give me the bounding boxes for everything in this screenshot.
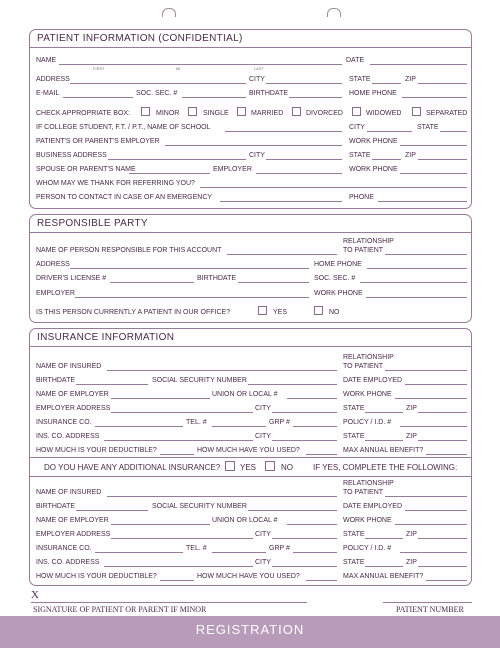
used-label: HOW MUCH HAVE YOU USED? <box>197 447 300 454</box>
business-address-row <box>0 151 500 163</box>
patient-email-row <box>0 89 500 101</box>
home-phone-label: HOME PHONE <box>349 90 397 97</box>
college-label: IF COLLEGE STUDENT, F.T. / P.T., NAME OF SCHOOL <box>36 124 211 131</box>
insurance-address-field[interactable] <box>104 440 253 441</box>
insured-work-phone-label: WORK PHONE <box>343 391 392 398</box>
secondary-employer-zip-label: ZIP <box>406 531 417 538</box>
employer-address-label: EMPLOYER ADDRESS <box>36 405 111 412</box>
insured-name-field[interactable] <box>107 370 337 371</box>
secondary-employer-zip-field[interactable] <box>418 538 467 539</box>
emergency-phone-label: PHONE <box>349 194 374 201</box>
business-zip-label: ZIP <box>405 152 416 159</box>
emergency-phone-field[interactable] <box>378 201 467 202</box>
college-city-field[interactable] <box>367 131 412 132</box>
additional-insurance-label: DO YOU HAVE ANY ADDITIONAL INSURANCE? <box>44 463 221 472</box>
state-label: STATE <box>349 76 371 83</box>
patient-address-row <box>0 75 500 87</box>
secondary-used-label: HOW MUCH HAVE YOU USED? <box>197 573 300 580</box>
email-field[interactable] <box>63 97 133 98</box>
secondary-insurance-address-field[interactable] <box>104 566 253 567</box>
insurance-city-field[interactable] <box>272 440 337 441</box>
responsible-employer-field[interactable] <box>75 297 309 298</box>
patient-name-row <box>0 56 500 71</box>
secondary-max-benefit-field[interactable] <box>426 580 467 581</box>
responsible-ssn-label: SOC. SEC. # <box>314 275 356 282</box>
insured-employer-row <box>0 390 500 402</box>
secondary-insured-name-row <box>0 480 500 500</box>
license-field[interactable] <box>110 282 194 283</box>
business-zip-field[interactable] <box>418 159 467 160</box>
employer-row <box>0 137 500 149</box>
employer-city-label: CITY <box>255 405 271 412</box>
emergency-contact-field[interactable] <box>220 201 342 202</box>
responsible-address-label: ADDRESS <box>36 261 70 268</box>
secondary-employer-city-field[interactable] <box>272 538 337 539</box>
spouse-employer-label: EMPLOYER <box>213 166 252 173</box>
signature-label: SIGNATURE OF PATIENT OR PARENT IF MINOR <box>33 605 207 614</box>
insured-name-row <box>0 354 500 374</box>
patient-number-field[interactable] <box>383 602 472 603</box>
secondary-insurance-address-label: INS. CO. ADDRESS <box>36 559 100 566</box>
additional-yes-checkbox[interactable] <box>225 461 235 471</box>
date-label: DATE <box>346 57 365 64</box>
minor-checkbox[interactable] <box>141 107 150 116</box>
business-address-label: BUSINESS ADDRESS <box>36 152 107 159</box>
secondary-grp-field[interactable] <box>293 552 337 553</box>
secondary-insurance-state-label: STATE <box>343 559 365 566</box>
address-label: ADDRESS <box>36 76 70 83</box>
to-patient-label: TO PATIENT <box>343 247 384 254</box>
secondary-birthdate-field[interactable] <box>76 510 148 511</box>
insurance-zip-label: ZIP <box>406 433 417 440</box>
referral-row <box>0 179 500 191</box>
business-city-field[interactable] <box>266 159 342 160</box>
secondary-insurance-tel-field[interactable] <box>212 552 266 553</box>
emergency-label: PERSON TO CONTACT IN CASE OF AN EMERGENCY <box>36 194 213 201</box>
secondary-relationship-label: RELATIONSHIP <box>343 480 394 487</box>
email-label: E-MAIL <box>36 90 60 97</box>
business-city-label: CITY <box>249 152 265 159</box>
employer-state-label: STATE <box>343 405 365 412</box>
secondary-grp-label: GRP # <box>269 545 290 552</box>
additional-no-label: NO <box>281 463 293 472</box>
current-patient-yes-checkbox[interactable] <box>258 306 267 315</box>
responsible-home-phone-label: HOME PHONE <box>314 261 362 268</box>
insured-ssn-field[interactable] <box>248 384 337 385</box>
marital-status-row <box>0 109 500 121</box>
secondary-insurance-company-row <box>0 544 500 556</box>
insurance-section-title: INSURANCE INFORMATION <box>37 332 175 343</box>
no-label: NO <box>329 309 340 316</box>
relationship-label: RELATIONSHIP <box>343 238 394 245</box>
married-label: MARRIED <box>251 110 284 117</box>
secondary-insurance-city-label: CITY <box>255 559 271 566</box>
section-divider <box>30 232 471 233</box>
patient-number-label: PATIENT NUMBER <box>396 605 464 614</box>
address-field[interactable] <box>70 83 246 84</box>
employer-zip-label: ZIP <box>406 405 417 412</box>
responsible-license-row <box>0 274 500 286</box>
name-label: NAME <box>36 57 57 64</box>
additional-insurance-bottom-divider <box>29 476 472 477</box>
divorced-checkbox[interactable] <box>292 107 301 116</box>
responsible-employer-label: EMPLOYER <box>36 290 75 297</box>
referral-label: WHOM MAY WE THANK FOR REFERRING YOU? <box>36 180 195 187</box>
secondary-insurance-state-field[interactable] <box>365 566 403 567</box>
binder-hole-right <box>327 8 341 17</box>
work-phone-field[interactable] <box>400 145 467 146</box>
secondary-employer-city-label: CITY <box>255 531 271 538</box>
secondary-ssn-label: SOCIAL SECURITY NUMBER <box>152 503 247 510</box>
policy-label: POLICY / I.D. # <box>343 419 392 426</box>
additional-insurance-row <box>0 463 500 475</box>
secondary-insurance-tel-label: TEL. # <box>186 545 207 552</box>
max-benefit-label: MAX ANNUAL BENEFIT? <box>343 447 424 454</box>
insured-ssn-label: SOCIAL SECURITY NUMBER <box>152 377 247 384</box>
insurance-zip-field[interactable] <box>418 440 467 441</box>
responsible-address-field[interactable] <box>70 268 309 269</box>
date-employed-label: DATE EMPLOYED <box>343 377 402 384</box>
secondary-employer-row <box>0 516 500 528</box>
to-patient-label: TO PATIENT <box>343 363 384 370</box>
spouse-row <box>0 165 500 177</box>
widowed-label: WIDOWED <box>366 110 402 117</box>
city-label: CITY <box>249 76 265 83</box>
employer-city-field[interactable] <box>272 412 337 413</box>
union-field[interactable] <box>287 398 337 399</box>
insurance-state-field[interactable] <box>365 440 403 441</box>
divorced-label: DIVORCED <box>306 110 343 117</box>
used-field[interactable] <box>306 454 337 455</box>
widowed-checkbox[interactable] <box>352 107 361 116</box>
single-label: SINGLE <box>203 110 229 117</box>
secondary-birthdate-row <box>0 502 500 514</box>
zip-label: ZIP <box>405 76 416 83</box>
section-divider <box>30 47 471 48</box>
secondary-employer-state-label: STATE <box>343 531 365 538</box>
secondary-deductible-field[interactable] <box>160 580 194 581</box>
secondary-employer-address-label: EMPLOYER ADDRESS <box>36 531 111 538</box>
middle-initial-hint: MI <box>176 67 181 71</box>
patient-name-field[interactable] <box>59 64 342 65</box>
employer-address-row <box>0 404 500 416</box>
grp-field[interactable] <box>293 426 337 427</box>
deductible-field[interactable] <box>160 454 194 455</box>
registration-title: REGISTRATION <box>195 622 305 637</box>
secondary-employer-state-field[interactable] <box>365 538 403 539</box>
secondary-work-phone-field[interactable] <box>395 524 467 525</box>
minor-label: MINOR <box>156 110 180 117</box>
insurance-address-label: INS. CO. ADDRESS <box>36 433 100 440</box>
school-field[interactable] <box>225 131 342 132</box>
secondary-union-label: UNION OR LOCAL # <box>212 517 278 524</box>
deductible-label: HOW MUCH IS YOUR DEDUCTIBLE? <box>36 447 157 454</box>
current-patient-no-checkbox[interactable] <box>314 306 323 315</box>
spouse-label: SPOUSE OR PARENT'S NAME <box>36 166 136 173</box>
employer-label: PATIENT'S OR PARENT'S EMPLOYER <box>36 138 160 145</box>
secondary-employer-address-field[interactable] <box>111 538 253 539</box>
insurance-company-label: INSURANCE CO. <box>36 419 92 426</box>
secondary-insurance-company-label: INSURANCE CO. <box>36 545 92 552</box>
spouse-work-phone-label: WORK PHONE <box>349 166 398 173</box>
zip-field[interactable] <box>418 83 467 84</box>
policy-field[interactable] <box>400 426 467 427</box>
insured-relationship-field[interactable] <box>385 370 467 371</box>
secondary-employer-address-row <box>0 530 500 542</box>
additional-insurance-top-divider <box>29 457 472 458</box>
state-field[interactable] <box>372 83 401 84</box>
check-box-label: CHECK APPROPRIATE BOX: <box>36 110 131 117</box>
secondary-work-phone-label: WORK PHONE <box>343 517 392 524</box>
insurance-address-row <box>0 432 500 444</box>
secondary-employer-name-field[interactable] <box>111 524 210 525</box>
secondary-relationship-field[interactable] <box>385 496 467 497</box>
responsible-birthdate-field[interactable] <box>238 282 309 283</box>
insurance-state-label: STATE <box>343 433 365 440</box>
employer-state-field[interactable] <box>365 412 403 413</box>
secondary-policy-label: POLICY / I.D. # <box>343 545 392 552</box>
secondary-insurance-city-field[interactable] <box>272 566 337 567</box>
insurance-tel-field[interactable] <box>212 426 266 427</box>
relationship-label: RELATIONSHIP <box>343 354 394 361</box>
secondary-insured-name-field[interactable] <box>107 496 337 497</box>
college-city-label: CITY <box>349 124 365 131</box>
secondary-union-field[interactable] <box>287 524 337 525</box>
responsible-address-row <box>0 260 500 272</box>
business-address-field[interactable] <box>108 159 246 160</box>
employer-address-field[interactable] <box>111 412 253 413</box>
ssn-label: SOC. SEC. # <box>136 90 178 97</box>
secondary-insured-name-label: NAME OF INSURED <box>36 489 102 496</box>
employer-name-label: NAME OF EMPLOYER <box>36 391 109 398</box>
secondary-insurance-zip-label: ZIP <box>406 559 417 566</box>
secondary-used-field[interactable] <box>306 580 337 581</box>
insurance-company-field[interactable] <box>95 426 183 427</box>
secondary-insurance-company-field[interactable] <box>95 552 183 553</box>
insured-birthdate-row <box>0 376 500 388</box>
additional-yes-label: YES <box>240 463 257 472</box>
city-field[interactable] <box>266 83 342 84</box>
separated-checkbox[interactable] <box>412 107 421 116</box>
first-name-hint: FIRST <box>93 67 105 71</box>
insured-name-label: NAME OF INSURED <box>36 363 102 370</box>
responsible-name-field[interactable] <box>227 254 337 255</box>
birthdate-label: BIRTHDATE <box>249 90 289 97</box>
emergency-row <box>0 193 500 205</box>
responsible-employer-row <box>0 289 500 301</box>
responsible-work-phone-label: WORK PHONE <box>314 290 363 297</box>
employer-field[interactable] <box>165 145 342 146</box>
separated-label: SEPARATED <box>426 110 468 117</box>
responsible-home-phone-field[interactable] <box>367 268 467 269</box>
secondary-birthdate-label: BIRTHDATE <box>36 503 76 510</box>
business-state-field[interactable] <box>372 159 401 160</box>
employer-zip-field[interactable] <box>418 412 467 413</box>
home-phone-field[interactable] <box>402 97 467 98</box>
ssn-field[interactable] <box>182 97 246 98</box>
secondary-date-employed-field[interactable] <box>405 510 467 511</box>
spouse-work-phone-field[interactable] <box>400 173 467 174</box>
secondary-deductible-row <box>0 572 500 584</box>
date-employed-field[interactable] <box>405 384 467 385</box>
secondary-insurance-address-row <box>0 558 500 570</box>
work-phone-label: WORK PHONE <box>349 138 398 145</box>
responsible-name-row <box>0 238 500 258</box>
secondary-date-employed-label: DATE EMPLOYED <box>343 503 402 510</box>
license-label: DRIVER'S LICENSE # <box>36 275 107 282</box>
max-benefit-field[interactable] <box>426 454 467 455</box>
current-patient-row <box>0 308 500 320</box>
insurance-company-row <box>0 418 500 430</box>
responsible-ssn-field[interactable] <box>360 282 467 283</box>
date-field[interactable] <box>370 64 467 65</box>
section-divider <box>30 346 471 347</box>
yes-label: YES <box>273 309 288 316</box>
birthdate-field[interactable] <box>289 97 342 98</box>
responsible-name-label: NAME OF PERSON RESPONSIBLE FOR THIS ACCOUNT <box>36 247 222 254</box>
signature-x-mark: X <box>31 589 39 601</box>
college-row <box>0 123 500 135</box>
secondary-deductible-label: HOW MUCH IS YOUR DEDUCTIBLE? <box>36 573 157 580</box>
binder-hole-left <box>162 8 176 17</box>
patient-section-title: PATIENT INFORMATION (CONFIDENTIAL) <box>37 33 243 44</box>
secondary-employer-name-label: NAME OF EMPLOYER <box>36 517 109 524</box>
secondary-policy-field[interactable] <box>400 552 467 553</box>
secondary-max-benefit-label: MAX ANNUAL BENEFIT? <box>343 573 424 580</box>
grp-label: GRP # <box>269 419 290 426</box>
insured-birthdate-label: BIRTHDATE <box>36 377 76 384</box>
spouse-name-field[interactable] <box>129 173 210 174</box>
if-yes-label: IF YES, COMPLETE THE FOLLOWING: <box>313 463 458 472</box>
insurance-city-label: CITY <box>255 433 271 440</box>
insured-birthdate-field[interactable] <box>76 384 148 385</box>
current-patient-label: IS THIS PERSON CURRENTLY A PATIENT IN OUR OFFICE? <box>36 309 231 316</box>
secondary-insurance-zip-field[interactable] <box>418 566 467 567</box>
secondary-to-patient-label: TO PATIENT <box>343 489 384 496</box>
responsible-birthdate-label: BIRTHDATE <box>197 275 237 282</box>
responsible-section-title: RESPONSIBLE PARTY <box>37 218 148 229</box>
spouse-employer-field[interactable] <box>256 173 342 174</box>
employer-name-field[interactable] <box>111 398 210 399</box>
business-state-label: STATE <box>349 152 371 159</box>
insured-work-phone-field[interactable] <box>395 398 467 399</box>
single-checkbox[interactable] <box>188 107 197 116</box>
last-name-hint: LAST <box>254 67 265 71</box>
insurance-tel-label: TEL. # <box>186 419 207 426</box>
responsible-work-phone-field[interactable] <box>366 297 467 298</box>
college-state-field[interactable] <box>440 131 467 132</box>
college-state-label: STATE <box>417 124 439 131</box>
married-checkbox[interactable] <box>237 107 246 116</box>
referral-field[interactable] <box>200 187 467 188</box>
signature-field[interactable] <box>31 602 307 603</box>
responsible-relationship-field[interactable] <box>385 254 467 255</box>
secondary-ssn-field[interactable] <box>248 510 337 511</box>
union-label: UNION OR LOCAL # <box>212 391 278 398</box>
additional-no-checkbox[interactable] <box>265 461 275 471</box>
